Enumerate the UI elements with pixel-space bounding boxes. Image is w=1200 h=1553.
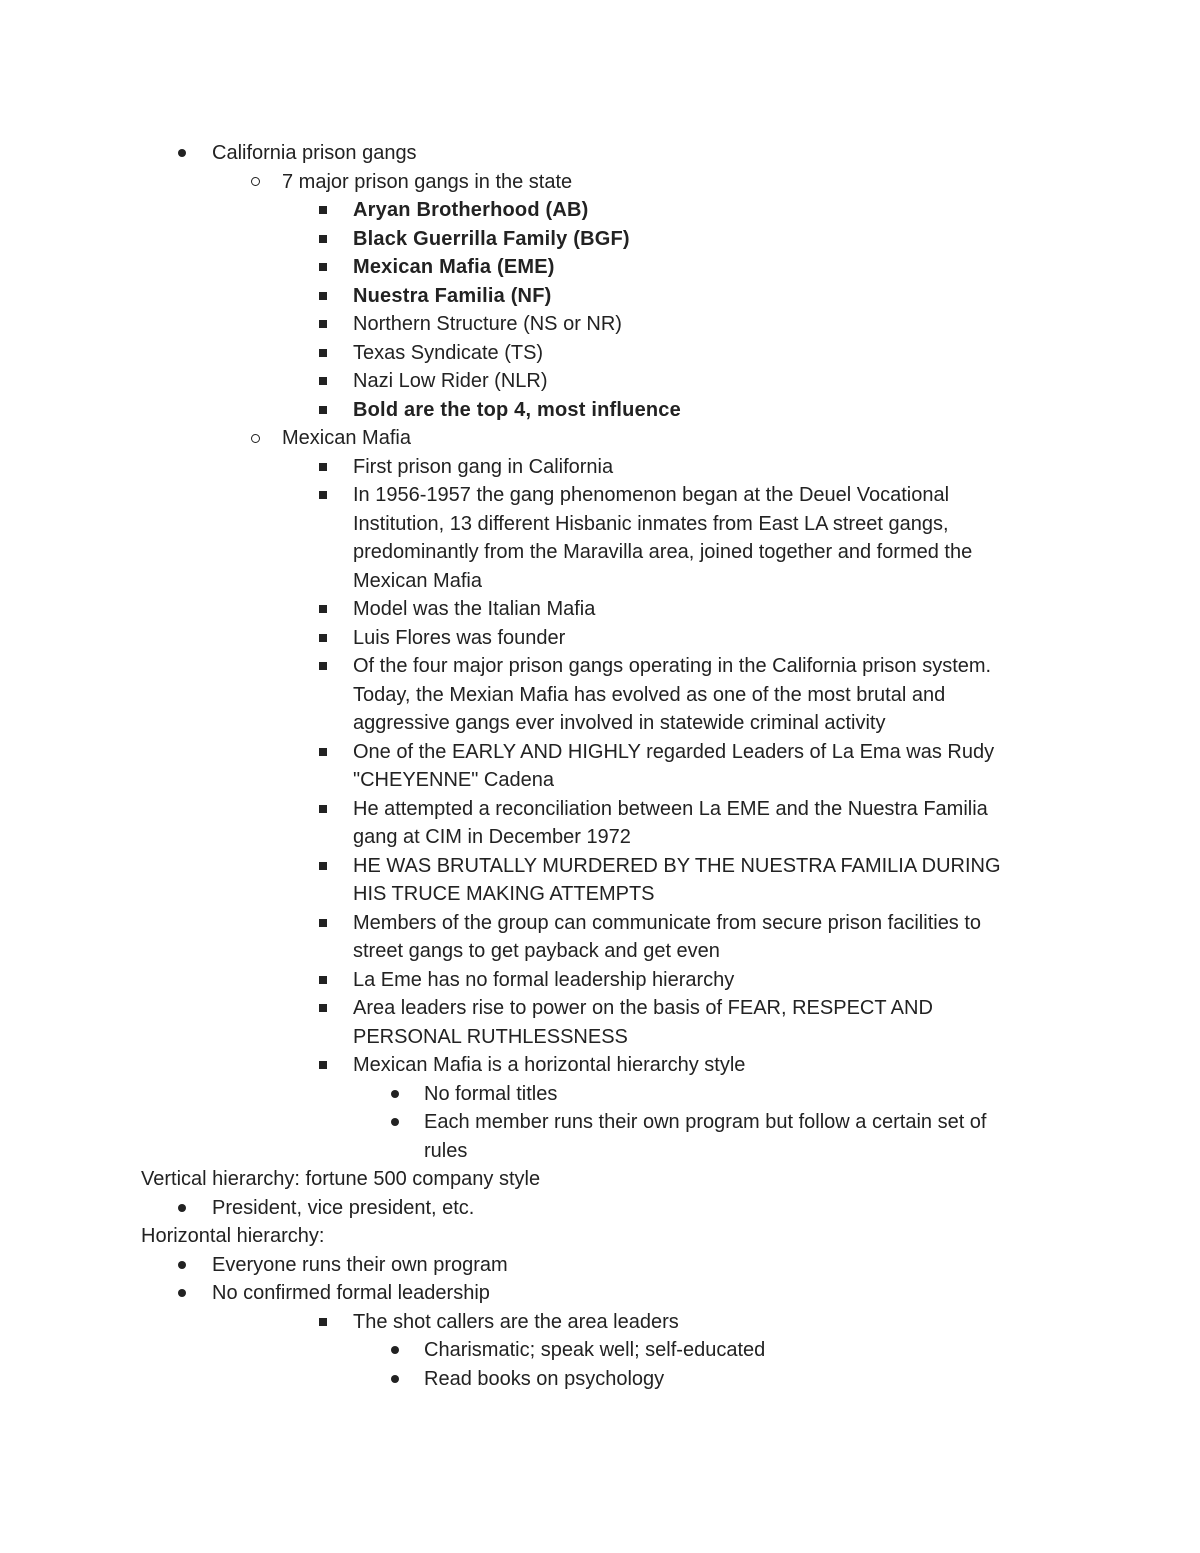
square-bullet-icon	[317, 624, 329, 653]
outline-line	[0, 253, 1200, 282]
outline-line	[0, 1108, 1200, 1137]
outline-line	[0, 567, 1200, 596]
square-bullet-icon	[317, 652, 329, 681]
outline-text: "CHEYENNE" Cadena	[353, 769, 554, 791]
outline-text: Aryan Brotherhood (AB)	[353, 199, 589, 221]
outline-text: PERSONAL RUTHLESSNESS	[353, 1025, 628, 1048]
outline-line	[0, 766, 1200, 795]
outline-text: The shot callers are the area leaders	[353, 1310, 679, 1333]
outline-line	[0, 880, 1200, 909]
disc-bullet-icon	[176, 1279, 188, 1308]
outline-line	[0, 1194, 1200, 1223]
outline-text: street gangs to get payback and get even	[353, 940, 720, 962]
square-bullet-icon	[317, 1308, 329, 1337]
outline-text: California prison gangs	[212, 142, 417, 164]
outline-line	[0, 538, 1200, 567]
disc-bullet-icon	[389, 1080, 401, 1109]
outline-text: Each member runs their own program but follow a certain set of	[424, 1111, 987, 1133]
outline-line	[0, 852, 1200, 881]
outline-text: First prison gang in California	[353, 455, 614, 478]
outline-line	[0, 1165, 1200, 1194]
outline-text: Mexican Mafia	[353, 569, 482, 592]
outline-line	[0, 795, 1200, 824]
square-bullet-icon	[317, 225, 329, 254]
outline-text: Northern Structure (NS or NR)	[353, 313, 622, 335]
outline-line	[0, 196, 1200, 225]
outline-text: Luis Flores was founder	[353, 626, 566, 649]
outline-line	[0, 1365, 1200, 1394]
outline-line	[0, 1336, 1200, 1365]
outline-text: Charismatic; speak well; self-educated	[424, 1339, 766, 1361]
outline-text: aggressive gangs ever involved in statewide criminal activity	[353, 712, 886, 734]
outline-line	[0, 994, 1200, 1023]
outline-line	[0, 1137, 1200, 1166]
outline-line	[0, 367, 1200, 396]
square-bullet-icon	[317, 253, 329, 282]
outline-line	[0, 1080, 1200, 1109]
outline-text: gang at CIM in December 1972	[353, 826, 631, 848]
outline-line	[0, 738, 1200, 767]
outline-text: Of the four major prison gangs operating in the California prison system.	[353, 655, 992, 677]
outline-line	[0, 396, 1200, 425]
outline-text: Area leaders rise to power on the basis of FEAR, RESPECT AND	[353, 997, 933, 1019]
outline-text: Nuestra Familia (NF)	[353, 284, 552, 307]
outline-text: Today, the Mexian Mafia has evolved as one of the most brutal and	[353, 683, 946, 706]
square-bullet-icon	[317, 481, 329, 510]
outline-text: President, vice president, etc.	[212, 1196, 475, 1219]
outline-text: 7 major prison gangs in the state	[282, 170, 573, 193]
document-page	[0, 139, 1200, 1393]
outline-line	[0, 481, 1200, 510]
outline-text: Members of the group can communicate from secure prison facilities to	[353, 911, 982, 934]
outline-line	[0, 681, 1200, 710]
square-bullet-icon	[317, 396, 329, 425]
square-bullet-icon	[317, 966, 329, 995]
outline-line	[0, 139, 1200, 168]
outline-text: Vertical hierarchy: fortune 500 company style	[141, 1168, 541, 1190]
outline-line	[0, 339, 1200, 368]
square-bullet-icon	[317, 310, 329, 339]
square-bullet-icon	[317, 852, 329, 881]
outline-text: Everyone runs their own program	[212, 1253, 508, 1276]
square-bullet-icon	[317, 909, 329, 938]
square-bullet-icon	[317, 738, 329, 767]
circle-bullet-icon	[249, 168, 261, 197]
outline-text: HIS TRUCE MAKING ATTEMPTS	[353, 883, 655, 905]
outline-text: In 1956-1957 the gang phenomenon began at the Deuel Vocational	[353, 484, 950, 506]
outline-line	[0, 1222, 1200, 1251]
outline-text: Read books on psychology	[424, 1367, 665, 1390]
outline-line	[0, 595, 1200, 624]
disc-bullet-icon	[176, 139, 188, 168]
outline-line	[0, 652, 1200, 681]
outline-text: Texas Syndicate (TS)	[353, 341, 544, 364]
outline-line	[0, 225, 1200, 254]
outline-text: La Eme has no formal leadership hierarchy	[353, 968, 735, 991]
outline-text: Black Guerrilla Family (BGF)	[353, 227, 630, 250]
outline-text: Mexican Mafia	[282, 427, 411, 449]
disc-bullet-icon	[389, 1108, 401, 1137]
outline-text: Mexican Mafia (EME)	[353, 256, 555, 278]
outline-line	[0, 168, 1200, 197]
outline-text: rules	[424, 1139, 468, 1162]
disc-bullet-icon	[389, 1365, 401, 1394]
outline-line	[0, 282, 1200, 311]
outline-text: Model was the Italian Mafia	[353, 598, 596, 620]
outline-text: Nazi Low Rider (NLR)	[353, 370, 548, 392]
outline-line	[0, 823, 1200, 852]
outline-line	[0, 709, 1200, 738]
outline-text: Institution, 13 different Hisbanic inmates from East LA street gangs,	[353, 512, 949, 535]
outline-text: No formal titles	[424, 1082, 558, 1105]
outline-line	[0, 453, 1200, 482]
outline-text: Mexican Mafia is a horizontal hierarchy style	[353, 1054, 746, 1076]
outline-line	[0, 966, 1200, 995]
square-bullet-icon	[317, 1051, 329, 1080]
square-bullet-icon	[317, 367, 329, 396]
outline-line	[0, 624, 1200, 653]
square-bullet-icon	[317, 339, 329, 368]
outline-line	[0, 510, 1200, 539]
outline-text: He attempted a reconciliation between La EME and the Nuestra Familia	[353, 797, 988, 820]
square-bullet-icon	[317, 282, 329, 311]
outline-text: Bold are the top 4, most influence	[353, 398, 681, 421]
square-bullet-icon	[317, 196, 329, 225]
outline-line	[0, 1279, 1200, 1308]
outline-line	[0, 424, 1200, 453]
square-bullet-icon	[317, 994, 329, 1023]
outline-line	[0, 1308, 1200, 1337]
outline-line	[0, 909, 1200, 938]
square-bullet-icon	[317, 453, 329, 482]
outline-text: No confirmed formal leadership	[212, 1282, 490, 1304]
disc-bullet-icon	[176, 1251, 188, 1280]
disc-bullet-icon	[176, 1194, 188, 1223]
square-bullet-icon	[317, 595, 329, 624]
outline-line	[0, 310, 1200, 339]
circle-bullet-icon	[249, 424, 261, 453]
outline-line	[0, 1023, 1200, 1052]
outline-text: predominantly from the Maravilla area, joined together and formed the	[353, 541, 973, 563]
outline-line	[0, 1051, 1200, 1080]
disc-bullet-icon	[389, 1336, 401, 1365]
outline-line	[0, 1251, 1200, 1280]
outline-text: One of the EARLY AND HIGHLY regarded Leaders of La Ema was Rudy	[353, 740, 995, 763]
outline-line	[0, 937, 1200, 966]
square-bullet-icon	[317, 795, 329, 824]
outline-text: HE WAS BRUTALLY MURDERED BY THE NUESTRA FAMILIA DURING	[353, 854, 1001, 877]
outline-text: Horizontal hierarchy:	[141, 1225, 325, 1247]
